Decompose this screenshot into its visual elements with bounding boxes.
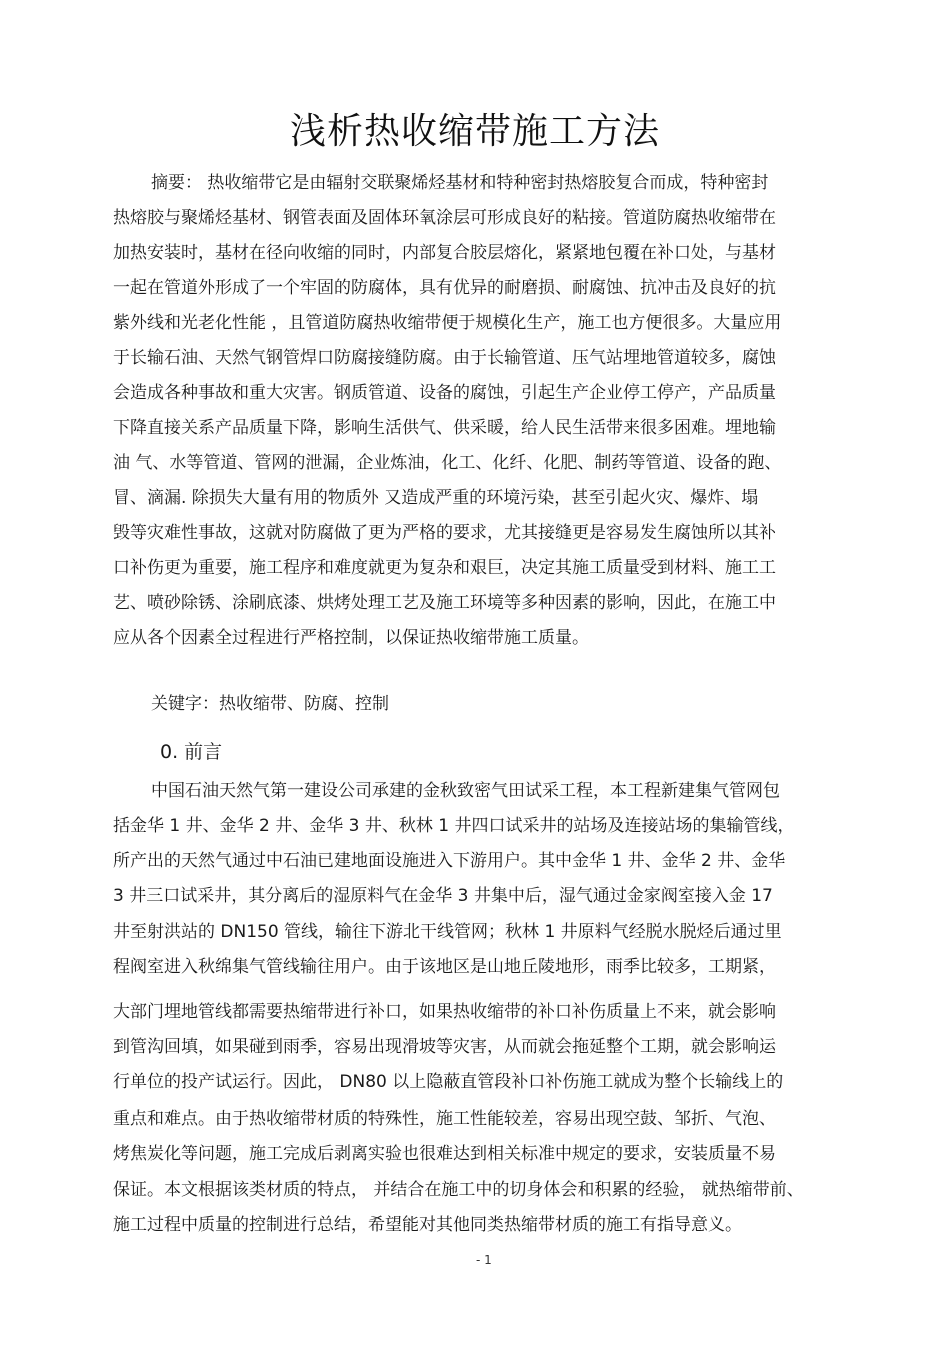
abstract-line: 摘要： 热收缩带它是由辐射交联聚烯烃基材和特种密封热熔胶复合而成，特种密封: [151, 173, 769, 193]
abstract-line: 于长输石油、天然气钢管焊口防腐接缝防腐。由于长输管道、压气站埋地管道较多，腐蚀: [113, 348, 776, 368]
abstract-line: 会造成各种事故和重大灾害。钢质管道、设备的腐蚀，引起生产企业停工停产，产品质量: [113, 383, 776, 403]
abstract-line: 一起在管道外形成了一个牢固的防腐体，具有优异的耐磨损、耐腐蚀、抗冲击及良好的抗: [113, 278, 776, 298]
document-title: 浅析热收缩带施工方法: [289, 111, 660, 152]
page-number: - 1: [476, 1253, 492, 1267]
abstract-line: 冒、滴漏. 除损失大量有用的物质外 又造成严重的环境污染，甚至引起火灾、爆炸、塌: [113, 488, 759, 508]
intro-line: 所产出的天然气通过中石油已建地面设施进入下游用户。其中金华 1 井、金华 2 井、金华: [113, 851, 786, 871]
section-heading: 0. 前言: [160, 741, 223, 763]
abstract-line: 热熔胶与聚烯烃基材、钢管表面及固体环氧涂层可形成良好的粘接。管道防腐热收缩带在: [113, 208, 776, 228]
abstract-line: 紫外线和光老化性能 ，且管道防腐热收缩带便于规模化生产，施工也方便很多。大量应用: [113, 313, 782, 333]
abstract-line: 口补伤更为重要，施工程序和难度就更为复杂和艰巨，决定其施工质量受到材料、施工工: [113, 558, 776, 578]
intro-line: 行单位的投产试运行。因此， DN80 以上隐蔽直管段补口补伤施工就成为整个长输线上的: [113, 1072, 784, 1092]
abstract-line: 毁等灾难性事故，这就对防腐做了更为严格的要求，尤其接缝更是容易发生腐蚀所以其补: [113, 523, 776, 543]
abstract-line: 油 气、水等管道、管网的泄漏，企业炼油，化工、化纤、化肥、制药等管道、设备的跑、: [113, 453, 782, 473]
intro-line: 井至射洪站的 DN150 管线，输往下游北干线管网；秋林 1 井原料气经脱水脱烃后通过里: [113, 922, 782, 942]
abstract-line: 加热安装时，基材在径向收缩的同时，内部复合胶层熔化，紧紧地包覆在补口处，与基材: [113, 243, 776, 263]
intro-line: 3 井三口试采井，其分离后的湿原料气在金华 3 井集中后，湿气通过金家阀室接入金 17: [113, 886, 773, 906]
intro-line: 保证。本文根据该类材质的特点， 并结合在施工中的切身体会和积累的经验， 就热缩带前、: [113, 1180, 804, 1200]
intro-line: 到管沟回填，如果碰到雨季，容易出现滑坡等灾害，从而就会拖延整个工期，就会影响运: [113, 1037, 776, 1057]
abstract-line: 艺、喷砂除锈、涂刷底漆、烘烤处理工艺及施工环境等多种因素的影响，因此，在施工中: [113, 593, 776, 613]
abstract-line: 应从各个因素全过程进行严格控制，以保证热收缩带施工质量。: [113, 628, 589, 648]
intro-line: 烤焦炭化等问题，施工完成后剥离实验也很难达到相关标准中规定的要求，安装质量不易: [113, 1144, 776, 1164]
intro-line: 括金华 1 井、金华 2 井、金华 3 井、秋林 1 井四口试采井的站场及连接站场的集输管线，: [113, 816, 795, 836]
intro-line: 施工过程中质量的控制进行总结，希望能对其他同类热缩带材质的施工有指导意义。: [113, 1215, 742, 1235]
intro-line: 程阀室进入秋绵集气管线输往用户。由于该地区是山地丘陵地形，雨季比较多，工期紧，: [113, 957, 776, 977]
keywords: 关键字：热收缩带、防腐、控制: [151, 694, 389, 714]
abstract-line: 下降直接关系产品质量下降，影响生活供气、供采暖，给人民生活带来很多困难。埋地输: [113, 418, 776, 438]
intro-line: 中国石油天然气第一建设公司承建的金秋致密气田试采工程，本工程新建集气管网包: [151, 781, 780, 801]
intro-line: 重点和难点。由于热收缩带材质的特殊性，施工性能较差，容易出现空鼓、邹折、气泡、: [113, 1109, 776, 1129]
intro-line: 大部门埋地管线都需要热缩带进行补口，如果热收缩带的补口补伤质量上不来，就会影响: [113, 1002, 776, 1022]
